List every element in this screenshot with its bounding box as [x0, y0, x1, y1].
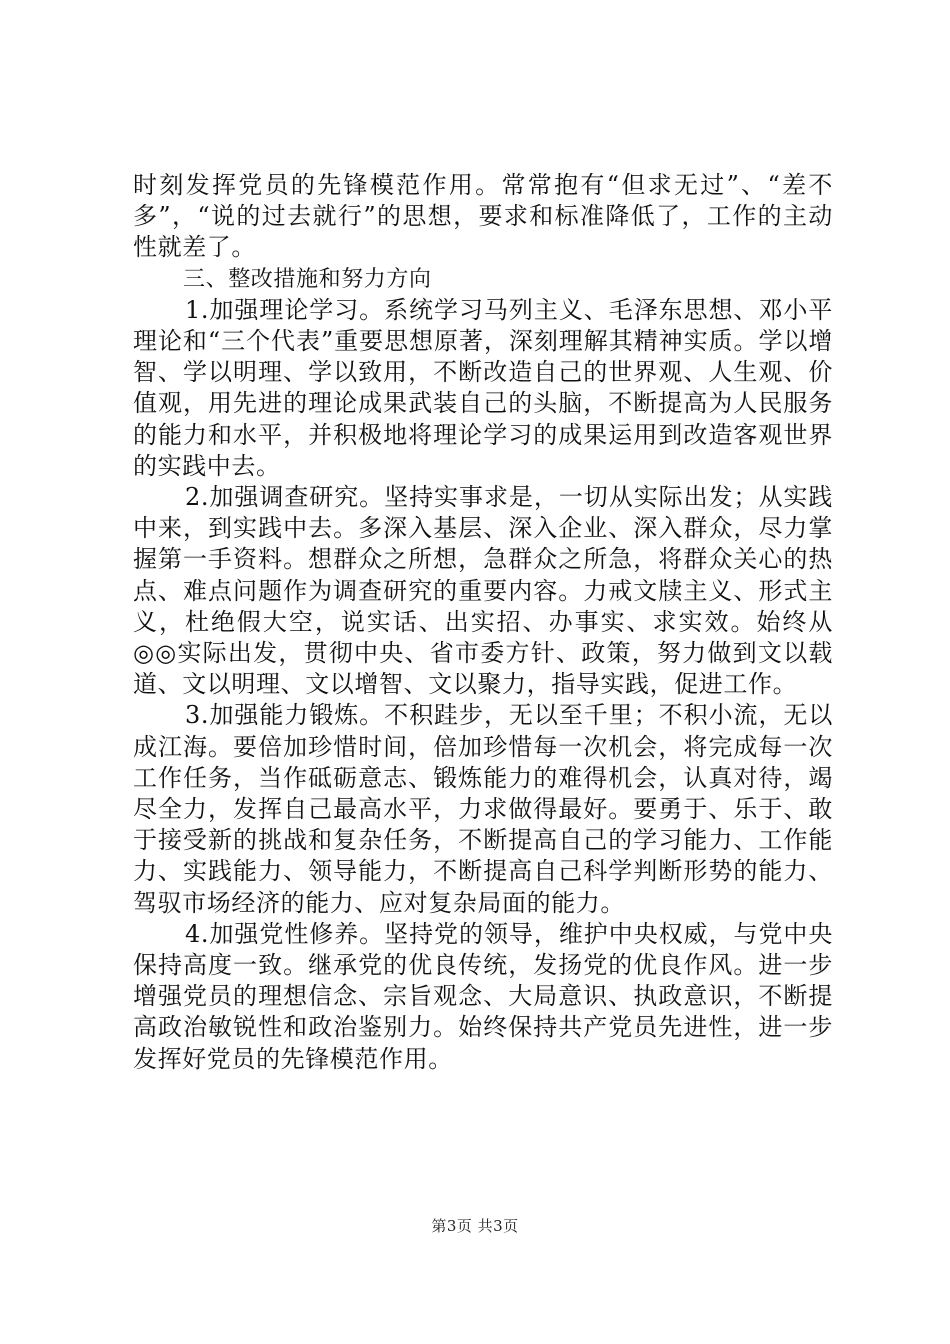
section-heading: 三、整改措施和努力方向: [183, 266, 432, 292]
paragraph-item-4: 4.加强党性修养。坚持党的领导，维护中央权威，与党中央保持高度一致。继承党的优良传统，发扬党的优良作风。进一步增强党员的理想信念、宗旨观念、大局意识、执政意识，不断提高政治敏锐性和政治鉴别力。始终保持共产党员先进性，进一步发挥好党员的先锋模范作用。: [133, 919, 833, 1073]
paragraph-item-3: 3.加强能力锻炼。不积跬步，无以至千里；不积小流，无以成江海。要倍加珍惜时间，倍加珍惜每一次机会，将完成每一次工作任务，当作砥砺意志、锻炼能力的难得机会，认真对待，竭尽全力，发挥自己最高水平，力求做得最好。要勇于、乐于、敢于接受新的挑战和复杂任务，不断提高自己的学习能力、工作能力、实践能力、领导能力，不断提高自己科学判断形势的能力、驾驭市场经济的能力、应对复杂局面的能力。: [133, 701, 833, 917]
page-number-label: 第3页 共3页: [431, 1217, 519, 1235]
paragraph-item-1: 1.加强理论学习。系统学习马列主义、毛泽东思想、邓小平理论和“三个代表”重要思想原著，深刻理解其精神实质。学以增智、学以明理、学以致用，不断改造自己的世界观、人生观、价值观，用先进的理论成果武装自己的头脑，不断提高为人民服务的能力和水平，并积极地将理论学习的成果运用到改造客观世界的实践中去。: [133, 295, 833, 480]
document-body: [133, 170, 833, 1075]
paragraph-continuation: 时刻发挥党员的先锋模范作用。常常抱有“但求无过”、“差不多”，“说的过去就行”的思想，要求和标准降低了，工作的主动性就差了。: [133, 171, 833, 262]
paragraph-item-2: 2.加强调查研究。坚持实事求是，一切从实际出发；从实践中来，到实践中去。多深入基层、深入企业、深入群众，尽力掌握第一手资料。想群众之所想，急群众之所急，将群众关心的热点、难点问题作为调查研究的重要内容。力戒文牍主义、形式主义，杜绝假大空，说实话、出实招、办事实、求实效。始终从◎◎实际出发，贯彻中央、省市委方针、政策，努力做到文以载道、文以明理、文以增智、文以聚力，指导实践，促进工作。: [133, 483, 833, 699]
page-footer: [0, 1215, 950, 1236]
